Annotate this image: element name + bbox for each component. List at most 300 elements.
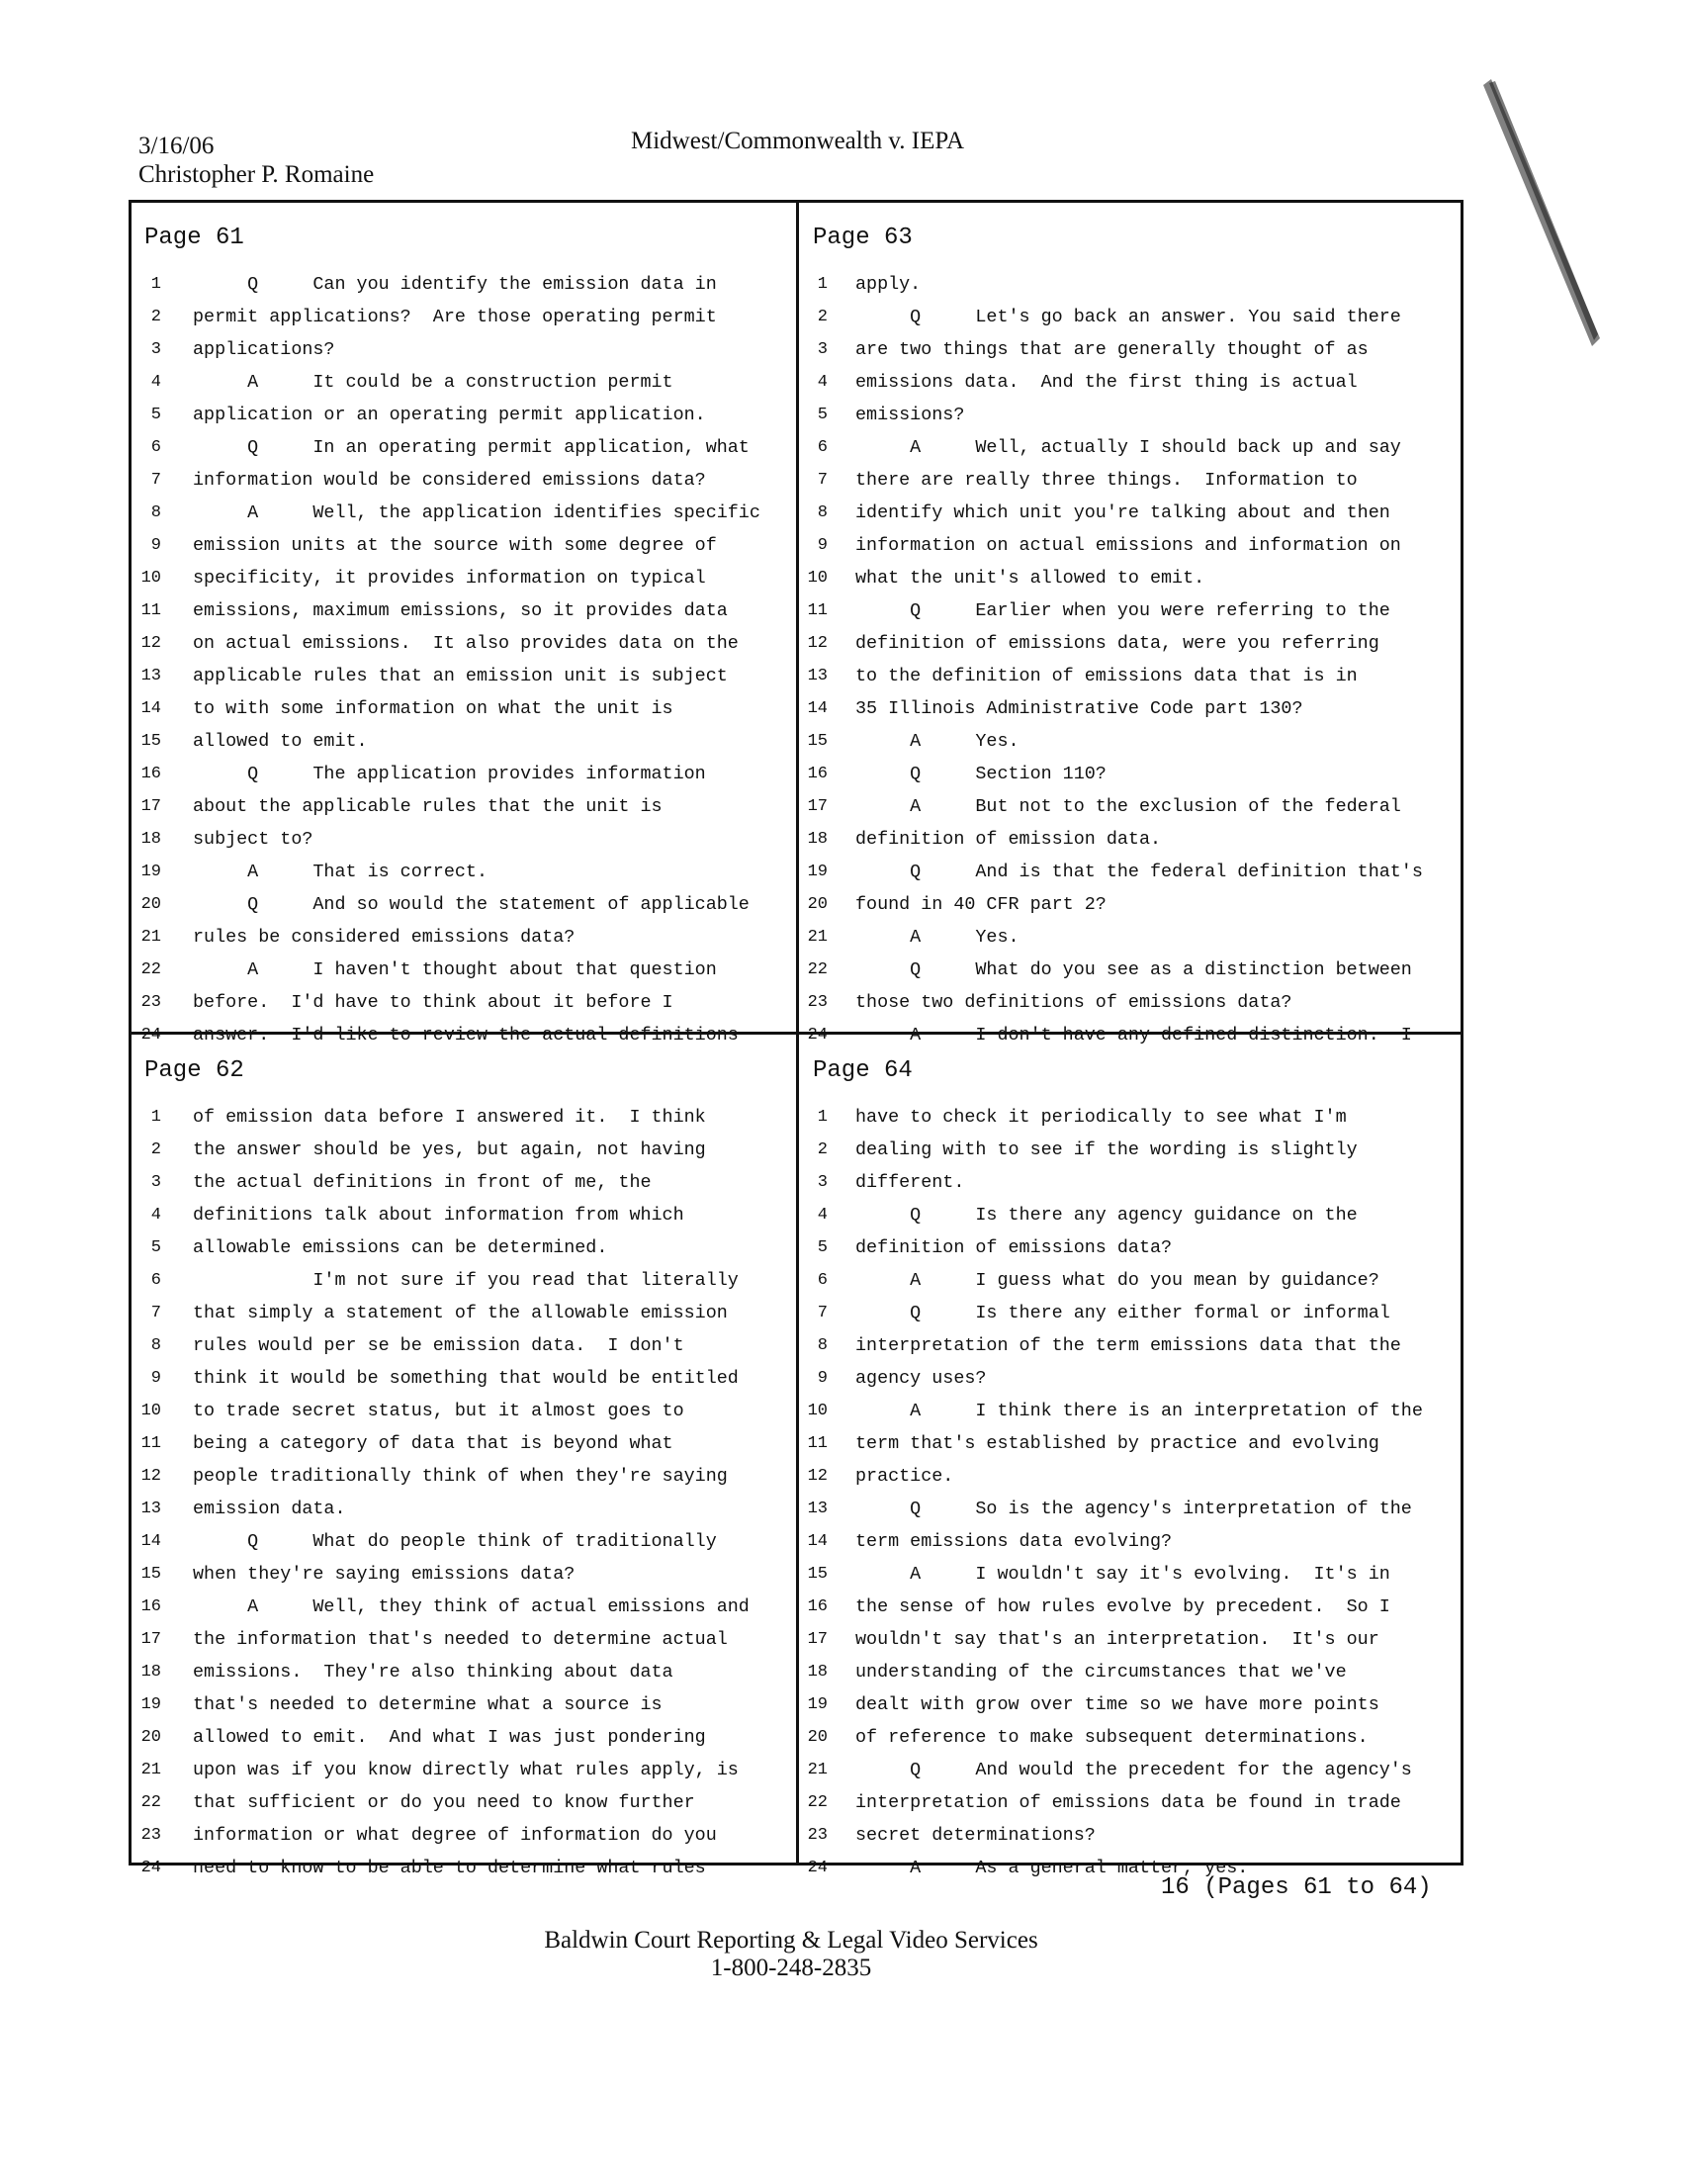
line-number: 17: [807, 1630, 828, 1649]
line-number: 24: [807, 1859, 828, 1877]
transcript-line: [132, 333, 760, 366]
transcript-line: [800, 1493, 1423, 1525]
transcript-line: [800, 1329, 1423, 1362]
line-text: A As a general matter, yes.: [855, 1858, 1249, 1878]
line-number: 19: [140, 863, 161, 881]
footer-phone: 1-800-248-2835: [710, 1955, 872, 1981]
line-number: 5: [150, 1238, 161, 1257]
line-number: 14: [807, 699, 828, 718]
line-number: 18: [140, 830, 161, 849]
transcript-line: [800, 301, 1423, 333]
line-number: 2: [150, 308, 161, 326]
line-number: 15: [807, 732, 828, 751]
line-text: before. I'd have to think about it before I: [193, 992, 673, 1013]
line-text: interpretation of emissions data be found in trade: [855, 1792, 1401, 1813]
transcript-line: [132, 1525, 750, 1558]
line-number: 7: [817, 471, 828, 490]
line-number: 17: [140, 797, 161, 816]
transcript-line: [132, 1819, 750, 1852]
line-number: 21: [807, 1761, 828, 1779]
line-number: 16: [807, 765, 828, 783]
line-text: of reference to make subsequent determinations.: [855, 1727, 1369, 1748]
line-number: 5: [150, 406, 161, 424]
transcript-line: [800, 986, 1423, 1019]
line-text: Q And so would the statement of applicable: [193, 894, 750, 915]
line-text: practice.: [855, 1466, 954, 1487]
transcript-line: [800, 1786, 1423, 1819]
transcript-line: [800, 1427, 1423, 1460]
line-number: 13: [140, 667, 161, 685]
line-text: found in 40 CFR part 2?: [855, 894, 1107, 915]
transcript-line: [132, 954, 760, 986]
line-text: allowed to emit. And what I was just pondering: [193, 1727, 706, 1748]
transcript-line: [132, 268, 760, 301]
line-number: 14: [140, 1532, 161, 1551]
line-text: Q Is there any either formal or informal: [855, 1303, 1390, 1323]
line-number: 24: [140, 1859, 161, 1877]
transcript-line: [800, 268, 1423, 301]
transcript-line: [132, 1101, 750, 1134]
line-text: that sufficient or do you need to know further: [193, 1792, 695, 1813]
transcript-line: [800, 464, 1423, 497]
line-number: 16: [140, 765, 161, 783]
line-number: 9: [150, 1369, 161, 1388]
transcript-line: [132, 823, 760, 856]
line-text: secret determinations?: [855, 1825, 1096, 1846]
transcript-line: [800, 594, 1423, 627]
line-number: 3: [817, 1173, 828, 1192]
line-text: need to know to be able to determine what rules: [193, 1858, 706, 1878]
line-text: A I guess what do you mean by guidance?: [855, 1270, 1379, 1291]
transcript-line: [800, 1264, 1423, 1297]
line-text: A That is correct.: [193, 862, 488, 882]
line-number: 12: [140, 1467, 161, 1486]
transcript-line: [132, 366, 760, 399]
line-text: understanding of the circumstances that we've: [855, 1662, 1347, 1683]
transcript-line: [132, 562, 760, 594]
transcript-lines: [800, 1101, 1423, 1884]
transcript-line: [800, 1199, 1423, 1231]
line-number: 17: [140, 1630, 161, 1649]
line-number: 14: [807, 1532, 828, 1551]
line-text: interpretation of the term emissions data that the: [855, 1335, 1401, 1356]
line-text: specificity, it provides information on typical: [193, 568, 706, 589]
transcript-line: [132, 725, 760, 758]
line-number: 7: [150, 471, 161, 490]
transcript-page-64: [800, 1036, 1455, 1878]
line-number: 12: [807, 1467, 828, 1486]
line-number: 3: [150, 340, 161, 359]
line-text: applications?: [193, 339, 335, 360]
line-text: apply.: [855, 274, 922, 295]
line-text: to trade secret status, but it almost goes to: [193, 1401, 684, 1421]
line-text: about the applicable rules that the unit is: [193, 796, 663, 817]
transcript-line: [132, 431, 760, 464]
line-text: A I think there is an interpretation of the: [855, 1401, 1423, 1421]
transcript-line: [800, 1525, 1423, 1558]
transcript-line: [132, 1852, 750, 1884]
line-text: permit applications? Are those operating permit: [193, 307, 717, 327]
line-number: 11: [140, 1434, 161, 1453]
line-number: 10: [140, 569, 161, 588]
transcript-line: [132, 921, 760, 954]
line-number: 2: [150, 1140, 161, 1159]
transcript-line: [800, 758, 1423, 790]
line-number: 22: [807, 1793, 828, 1812]
transcript-line: [132, 1395, 750, 1427]
line-number: 4: [817, 373, 828, 392]
line-text: application or an operating permit application.: [193, 405, 706, 425]
line-number: 7: [150, 1304, 161, 1322]
line-number: 18: [140, 1663, 161, 1682]
line-text: 35 Illinois Administrative Code part 130?: [855, 698, 1303, 719]
line-text: dealt with grow over time so we have more points: [855, 1694, 1379, 1715]
line-number: 6: [150, 1271, 161, 1290]
line-text: there are really three things. Information to: [855, 470, 1358, 491]
transcript-line: [800, 1362, 1423, 1395]
transcript-line: [132, 1199, 750, 1231]
line-number: 6: [817, 1271, 828, 1290]
line-text: to with some information on what the unit is: [193, 698, 673, 719]
line-number: 13: [807, 667, 828, 685]
line-number: 18: [807, 1663, 828, 1682]
line-text: emissions. They're also thinking about data: [193, 1662, 673, 1683]
transcript-line: [800, 692, 1423, 725]
line-number: 8: [150, 1336, 161, 1355]
line-number: 2: [817, 308, 828, 326]
transcript-line: [132, 1493, 750, 1525]
line-number: 19: [807, 863, 828, 881]
line-number: 8: [150, 503, 161, 522]
line-number: 23: [807, 1826, 828, 1845]
transcript-line: [800, 431, 1423, 464]
transcript-line: [800, 725, 1423, 758]
line-number: 19: [140, 1695, 161, 1714]
page-title: Page 62: [144, 1057, 244, 1084]
line-number: 4: [150, 373, 161, 392]
line-text: Q What do people think of traditionally: [193, 1531, 717, 1552]
transcript-line: [800, 921, 1423, 954]
line-text: A I don't have any defined distinction. I: [855, 1025, 1412, 1046]
line-number: 10: [140, 1402, 161, 1420]
transcript-line: [132, 856, 760, 888]
line-number: 23: [140, 1826, 161, 1845]
line-text: Q Section 110?: [855, 764, 1107, 784]
transcript-line: [800, 627, 1423, 660]
line-text: A Yes.: [855, 927, 1020, 948]
transcript-line: [800, 1297, 1423, 1329]
transcript-line: [800, 1819, 1423, 1852]
line-text: that's needed to determine what a source is: [193, 1694, 663, 1715]
line-text: A It could be a construction permit: [193, 372, 673, 393]
line-number: 11: [807, 601, 828, 620]
line-text: Q So is the agency's interpretation of the: [855, 1499, 1412, 1519]
transcript-line: [800, 660, 1423, 692]
transcript-line: [132, 1688, 750, 1721]
transcript-line: [800, 790, 1423, 823]
header-case-title: Midwest/Commonwealth v. IEPA: [631, 128, 965, 154]
line-number: 1: [817, 1108, 828, 1127]
line-number: 19: [807, 1695, 828, 1714]
transcript-line: [132, 627, 760, 660]
line-text: those two definitions of emissions data?: [855, 992, 1292, 1013]
transcript-frame: [129, 200, 1463, 1878]
line-text: emission data.: [193, 1499, 346, 1519]
line-number: 21: [140, 928, 161, 947]
line-text: Q And is that the federal definition that's: [855, 862, 1423, 882]
line-text: Q In an operating permit application, what: [193, 437, 750, 458]
line-text: the information that's needed to determine actual: [193, 1629, 728, 1650]
transcript-line: [132, 758, 760, 790]
line-number: 4: [817, 1206, 828, 1225]
line-text: Q What do you see as a distinction between: [855, 959, 1412, 980]
line-number: 7: [817, 1304, 828, 1322]
line-number: 13: [140, 1500, 161, 1518]
line-text: being a category of data that is beyond what: [193, 1433, 673, 1454]
footer-page-range: 16 (Pages 61 to 64): [1161, 1874, 1432, 1901]
transcript-lines: [132, 1101, 750, 1884]
transcript-line: [800, 1623, 1423, 1656]
line-text: information on actual emissions and information on: [855, 535, 1401, 556]
line-number: 20: [140, 1728, 161, 1747]
line-number: 3: [817, 340, 828, 359]
line-text: think it would be something that would be entitled: [193, 1368, 739, 1389]
transcript-line: [132, 888, 760, 921]
transcript-line: [800, 1134, 1423, 1166]
line-text: A I haven't thought about that question: [193, 959, 717, 980]
transcript-line: [800, 823, 1423, 856]
line-text: information would be considered emissions data?: [193, 470, 706, 491]
line-text: Q Let's go back an answer. You said there: [855, 307, 1401, 327]
line-text: agency uses?: [855, 1368, 987, 1389]
transcript-line: [800, 1166, 1423, 1199]
line-number: 14: [140, 699, 161, 718]
line-number: 9: [817, 1369, 828, 1388]
line-text: emission units at the source with some degree of: [193, 535, 717, 556]
transcript-page-61: [132, 203, 786, 1046]
line-text: to the definition of emissions data that is in: [855, 666, 1358, 686]
line-number: 3: [150, 1173, 161, 1192]
transcript-line: [132, 986, 760, 1019]
line-number: 1: [817, 275, 828, 294]
line-text: identify which unit you're talking about and then: [855, 502, 1390, 523]
line-text: wouldn't say that's an interpretation. It's our: [855, 1629, 1379, 1650]
line-text: the sense of how rules evolve by precedent. So I: [855, 1596, 1390, 1617]
line-number: 12: [807, 634, 828, 653]
transcript-line: [132, 660, 760, 692]
line-text: dealing with to see if the wording is slightly: [855, 1139, 1358, 1160]
line-number: 13: [807, 1500, 828, 1518]
line-number: 8: [817, 1336, 828, 1355]
transcript-line: [132, 1656, 750, 1688]
line-number: 23: [140, 993, 161, 1012]
line-text: emissions?: [855, 405, 965, 425]
line-text: of emission data before I answered it. I think: [193, 1107, 706, 1128]
line-number: 21: [140, 1761, 161, 1779]
transcript-line: [132, 1460, 750, 1493]
line-text: A Well, actually I should back up and say: [855, 437, 1401, 458]
line-text: allowed to emit.: [193, 731, 368, 752]
line-number: 22: [140, 1793, 161, 1812]
transcript-line: [132, 1786, 750, 1819]
transcript-line: [800, 1558, 1423, 1591]
line-text: what the unit's allowed to emit.: [855, 568, 1205, 589]
line-number: 20: [140, 895, 161, 914]
transcript-line: [132, 1591, 750, 1623]
line-text: definitions talk about information from which: [193, 1205, 684, 1226]
line-number: 2: [817, 1140, 828, 1159]
transcript-lines: [800, 268, 1423, 1051]
line-number: 4: [150, 1206, 161, 1225]
scan-artifact-mark: [1483, 79, 1602, 346]
line-text: the answer should be yes, but again, not having: [193, 1139, 706, 1160]
transcript-line: [132, 1754, 750, 1786]
line-text: emissions, maximum emissions, so it provides data: [193, 600, 728, 621]
line-number: 23: [807, 993, 828, 1012]
transcript-line: [132, 399, 760, 431]
line-text: A But not to the exclusion of the federal: [855, 796, 1401, 817]
line-number: 22: [807, 960, 828, 979]
line-text: A I wouldn't say it's evolving. It's in: [855, 1564, 1390, 1585]
line-number: 21: [807, 928, 828, 947]
transcript-line: [800, 1591, 1423, 1623]
transcript-line: [800, 1395, 1423, 1427]
line-text: on actual emissions. It also provides data on the: [193, 633, 739, 654]
line-text: information or what degree of information do you: [193, 1825, 717, 1846]
line-number: 20: [807, 1728, 828, 1747]
transcript-line: [132, 1166, 750, 1199]
line-number: 1: [150, 275, 161, 294]
line-number: 6: [150, 438, 161, 457]
transcript-line: [132, 1134, 750, 1166]
footer-company: Baldwin Court Reporting & Legal Video Services: [544, 1927, 1038, 1954]
transcript-line: [132, 464, 760, 497]
line-number: 8: [817, 503, 828, 522]
transcript-line: [800, 333, 1423, 366]
page-title: Page 63: [813, 225, 913, 251]
line-number: 18: [807, 830, 828, 849]
transcript-line: [800, 1656, 1423, 1688]
line-number: 12: [140, 634, 161, 653]
transcript-line: [132, 1264, 750, 1297]
transcript-page-63: [800, 203, 1455, 1046]
line-text: definition of emissions data, were you referring: [855, 633, 1379, 654]
transcript-line: [132, 1427, 750, 1460]
line-text: A Yes.: [855, 731, 1020, 752]
transcript-line: [800, 1101, 1423, 1134]
line-text: term emissions data evolving?: [855, 1531, 1173, 1552]
transcript-line: [800, 399, 1423, 431]
line-number: 9: [817, 536, 828, 555]
line-number: 5: [817, 406, 828, 424]
transcript-line: [800, 366, 1423, 399]
transcript-line: [800, 562, 1423, 594]
line-text: that simply a statement of the allowable emission: [193, 1303, 728, 1323]
transcript-line: [132, 790, 760, 823]
line-number: 6: [817, 438, 828, 457]
line-text: people traditionally think of when they're saying: [193, 1466, 728, 1487]
line-number: 22: [140, 960, 161, 979]
line-number: 10: [807, 1402, 828, 1420]
page-title: Page 64: [813, 1057, 913, 1084]
line-number: 20: [807, 895, 828, 914]
line-text: Q The application provides information: [193, 764, 706, 784]
transcript-line: [132, 529, 760, 562]
line-number: 16: [807, 1597, 828, 1616]
transcript-line: [132, 301, 760, 333]
line-number: 9: [150, 536, 161, 555]
line-text: upon was if you know directly what rules apply, is: [193, 1760, 739, 1780]
line-number: 10: [807, 569, 828, 588]
line-text: definition of emissions data?: [855, 1237, 1173, 1258]
line-number: 16: [140, 1597, 161, 1616]
transcript-line: [800, 888, 1423, 921]
line-text: Q Earlier when you were referring to the: [855, 600, 1390, 621]
line-text: rules be considered emissions data?: [193, 927, 576, 948]
line-text: applicable rules that an emission unit is subject: [193, 666, 728, 686]
transcript-line: [132, 1558, 750, 1591]
header-witness-name: Christopher P. Romaine: [138, 161, 375, 188]
line-text: rules would per se be emission data. I don't: [193, 1335, 684, 1356]
line-text: the actual definitions in front of me, the: [193, 1172, 652, 1193]
line-text: term that's established by practice and evolving: [855, 1433, 1379, 1454]
line-number: 24: [140, 1026, 161, 1045]
line-text: I'm not sure if you read that literally: [193, 1270, 739, 1291]
transcript-line: [132, 1623, 750, 1656]
line-text: A Well, the application identifies specific: [193, 502, 760, 523]
line-number: 17: [807, 797, 828, 816]
line-number: 11: [807, 1434, 828, 1453]
transcript-line: [132, 1721, 750, 1754]
transcript-line: [132, 594, 760, 627]
transcript-line: [800, 1721, 1423, 1754]
line-text: definition of emission data.: [855, 829, 1162, 850]
transcript-line: [132, 1231, 750, 1264]
transcript-line: [132, 692, 760, 725]
transcript-line: [800, 529, 1423, 562]
transcript-lines: [132, 268, 760, 1051]
transcript-line: [132, 497, 760, 529]
line-text: A Well, they think of actual emissions and: [193, 1596, 750, 1617]
transcript-line: [800, 1460, 1423, 1493]
page-title: Page 61: [144, 225, 244, 251]
line-text: Q Can you identify the emission data in: [193, 274, 717, 295]
line-text: have to check it periodically to see what I'm: [855, 1107, 1347, 1128]
line-text: allowable emissions can be determined.: [193, 1237, 608, 1258]
line-text: different.: [855, 1172, 965, 1193]
transcript-line: [800, 954, 1423, 986]
transcript-line: [800, 1754, 1423, 1786]
transcript-line: [132, 1297, 750, 1329]
transcript-line: [800, 497, 1423, 529]
line-text: when they're saying emissions data?: [193, 1564, 576, 1585]
line-number: 24: [807, 1026, 828, 1045]
line-number: 5: [817, 1238, 828, 1257]
line-text: emissions data. And the first thing is actual: [855, 372, 1358, 393]
transcript-line: [800, 1231, 1423, 1264]
line-number: 15: [140, 732, 161, 751]
line-number: 15: [140, 1565, 161, 1584]
line-number: 11: [140, 601, 161, 620]
line-text: answer. I'd like to review the actual definitions: [193, 1025, 739, 1046]
transcript-page-62: [132, 1036, 786, 1878]
transcript-line: [132, 1329, 750, 1362]
transcript-line: [800, 1688, 1423, 1721]
line-number: 15: [807, 1565, 828, 1584]
transcript-line: [800, 856, 1423, 888]
line-text: Q Is there any agency guidance on the: [855, 1205, 1358, 1226]
header-date: 3/16/06: [138, 133, 215, 159]
